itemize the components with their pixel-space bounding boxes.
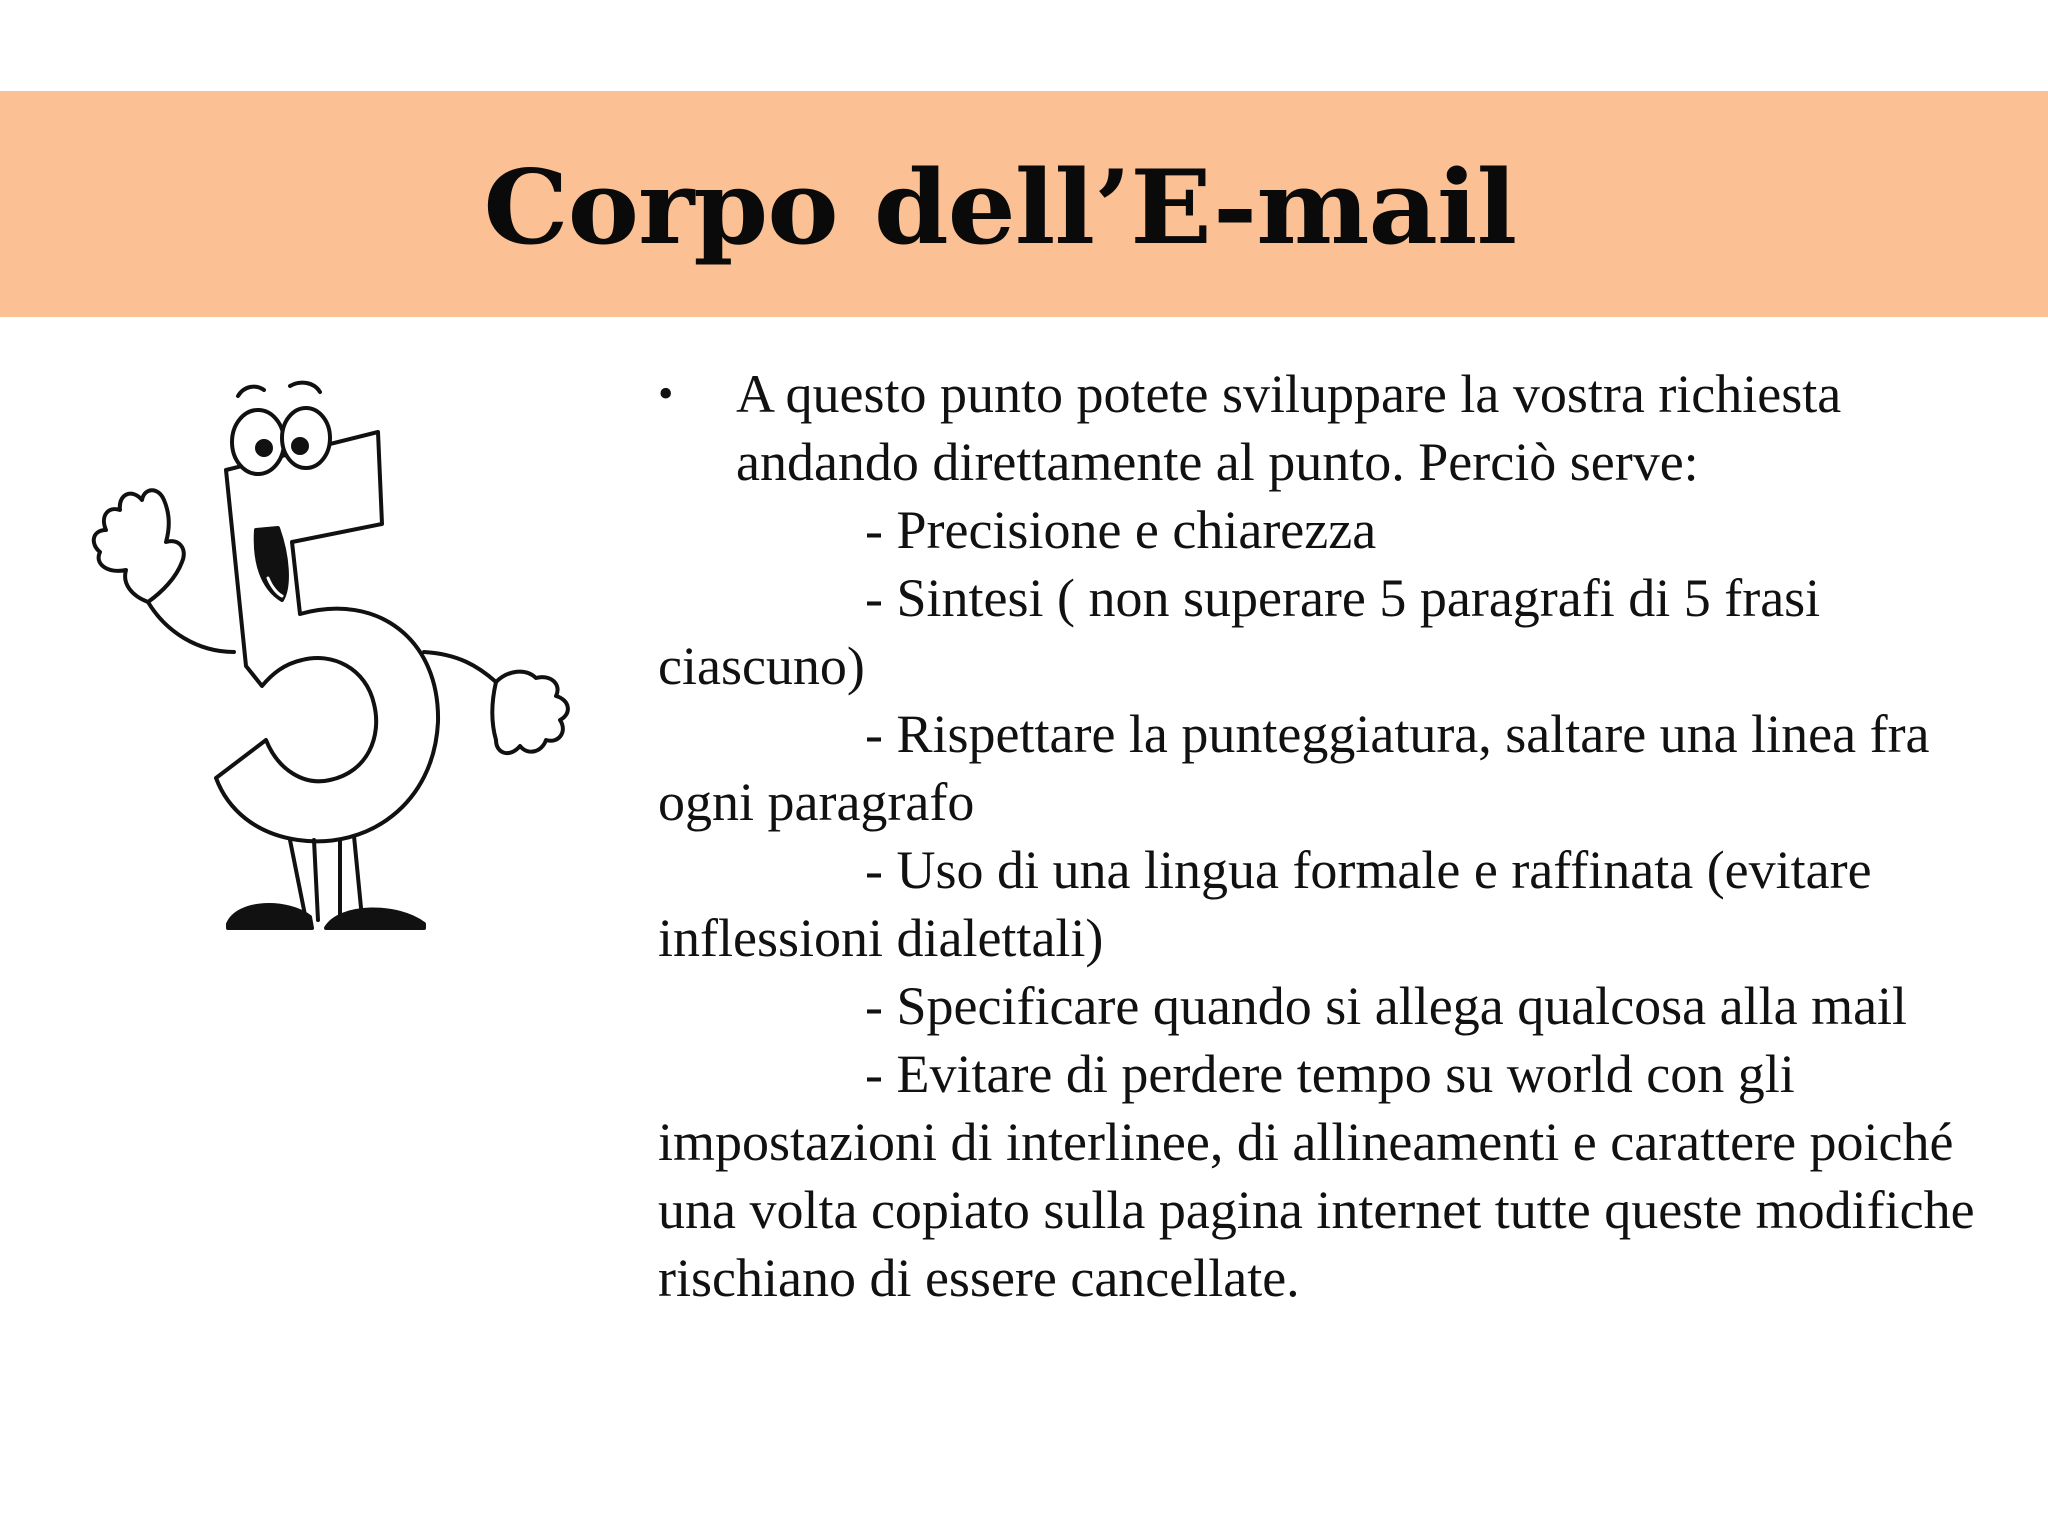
bullet-dot: • [658,369,674,418]
cartoon-number-five-waving-icon [78,352,598,952]
list-item-text: - Sintesi ( non superare 5 paragrafi di 5 frasi ciascuno) [658,568,1821,696]
list-item [658,564,2028,700]
title-band [0,91,2048,317]
list-item [658,836,2028,972]
list-item-text: - Precisione e chiarezza [865,500,1377,560]
bullet-intro-text: A questo punto potete sviluppare la vostra richiesta andando direttamente al punto. Perciò serve: [736,364,1842,492]
list-item-text: - Evitare di perdere tempo su world con gli impostazioni di interlinee, di allineamenti e carattere poiché una volta copiato sulla pagina internet tutte queste modifiche rischiano di essere cancellate. [658,1044,1975,1308]
list-item [658,972,2028,1040]
list-item-text: - Uso di una lingua formale e raffinata (evitare inflessioni dialettali) [658,840,1872,968]
list-item [658,700,2028,836]
list-item-text: - Rispettare la punteggiatura, saltare una linea fra ogni paragrafo [658,704,1930,832]
bullet-item [658,360,2028,496]
list-item [658,496,2028,564]
slide-title: Corpo dell’E-mail [483,148,1517,268]
list-item-text: - Specificare quando si allega qualcosa alla mail [865,976,1908,1036]
list-item [658,1040,2028,1312]
slide-body [658,360,2028,1312]
